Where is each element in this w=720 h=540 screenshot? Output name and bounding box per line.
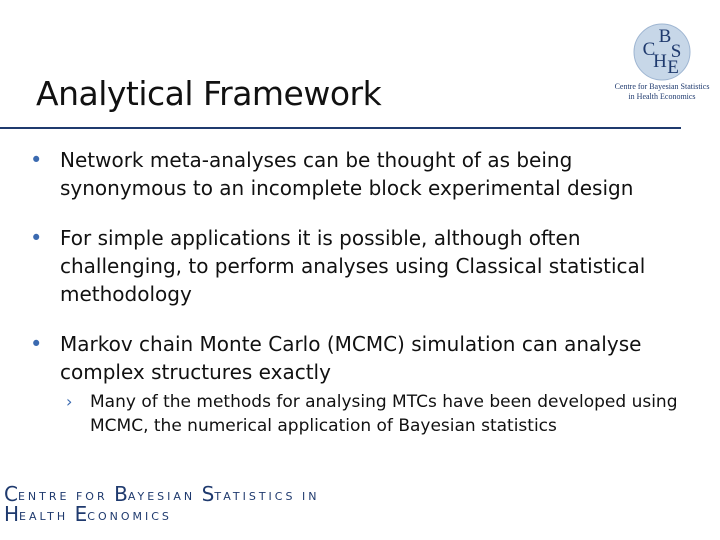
bullet-item <box>30 224 690 308</box>
chbse-logo <box>612 22 712 118</box>
logo-letter-h: H <box>653 51 667 72</box>
footer-initial: B <box>114 482 128 506</box>
footer-initial: H <box>4 502 20 526</box>
logo-letter-s: S <box>670 41 682 62</box>
bullet-marker: • <box>30 148 43 172</box>
bullet-list <box>30 146 690 460</box>
footer-line2 <box>4 504 324 524</box>
bullet-marker: • <box>30 332 43 356</box>
footer-word: ENTRE FOR <box>17 490 115 503</box>
footer-line1 <box>4 484 324 504</box>
footer-initial: S <box>201 482 215 506</box>
logo-letter-b: B <box>658 26 672 47</box>
footer-word: TATISTICS IN <box>214 490 320 503</box>
bullet-item <box>30 330 690 438</box>
logo-letter-e: E <box>667 57 679 78</box>
bullet-text: Markov chain Monte Carlo (MCMC) simulation can analyse complex structures exactly <box>60 332 642 384</box>
sub-bullet-item <box>60 390 690 438</box>
sub-bullet-text: Many of the methods for analysing MTCs have been developed using MCMC, the numerical application of Bayesian statistics <box>90 392 678 436</box>
bullet-text: Network meta-analyses can be thought of as being synonymous to an incomplete block experimental design <box>60 148 634 200</box>
footer-word: EALTH <box>19 510 75 523</box>
footer-initial: E <box>74 502 88 526</box>
footer-word: CONOMICS <box>87 510 172 523</box>
logo-caption-line2: in Health Economics <box>628 92 696 101</box>
footer-word: AYESIAN <box>127 490 202 503</box>
footer-initial: C <box>4 482 18 506</box>
bullet-text: For simple applications it is possible, although often challenging, to perform analyses using Classical statistical methodology <box>60 226 646 306</box>
footer-wordmark <box>4 484 324 524</box>
bullet-marker: • <box>30 226 43 250</box>
bullet-item <box>30 146 690 202</box>
chevron-right-icon: › <box>66 392 73 411</box>
logo-letter-c: C <box>642 39 656 60</box>
title-underline <box>0 127 681 129</box>
logo-caption-line1: Centre for Bayesian Statistics <box>614 82 710 91</box>
slide-title: Analytical Framework <box>36 74 382 113</box>
logo-badge <box>632 22 692 82</box>
logo-caption <box>612 82 712 102</box>
